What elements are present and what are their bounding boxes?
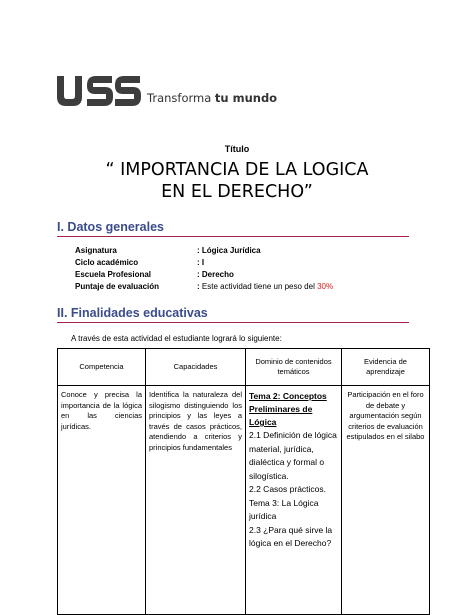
- title-label: Título: [224, 144, 250, 154]
- table-header-row: [58, 349, 430, 386]
- cell-competencia: Conoce y precisa la importancia de la lógica en las ciencias jurídicas.: [58, 386, 146, 615]
- table-row: [58, 386, 430, 615]
- content-item: 2.2 Casos prácticos.: [249, 484, 327, 494]
- content-item: Tema 3: La Lógica jurídica: [249, 497, 319, 521]
- logo-tagline: Transforma tu mundo: [147, 91, 278, 105]
- weight-percent: 30%: [317, 282, 334, 291]
- uss-logo: [57, 76, 277, 106]
- field-label-ciclo: Ciclo académico: [75, 258, 139, 267]
- field-label-escuela: Escuela Profesional: [75, 270, 152, 279]
- tema-2-title: Tema 2: Conceptos Preliminares de Lógica: [249, 391, 327, 427]
- cell-dominio: [246, 386, 342, 615]
- section-intro-text: A través de esta actividad el estudiante logrará lo siguiente:: [71, 334, 282, 343]
- field-value-puntaje: : Este actividad tiene un peso del 30%: [197, 282, 334, 291]
- field-value-escuela: : Derecho: [197, 270, 234, 279]
- title-line-2: EN EL DERECHO”: [161, 182, 313, 202]
- field-value-asignatura: : Lógica Jurídica: [197, 246, 261, 255]
- header-competencia: Competencia: [58, 349, 146, 386]
- header-capacidades: Capacidades: [146, 349, 246, 386]
- uss-wordmark-logo: [57, 76, 141, 106]
- content-item: 2.3 ¿Para qué sirve la lógica en el Derecho?: [249, 524, 333, 548]
- competencies-table: [57, 348, 430, 615]
- field-value-ciclo: : I: [197, 258, 205, 267]
- header-dominio: Dominio de contenidos temáticos: [246, 349, 342, 386]
- content-item: 2.1 Definición de lógica material, jurídica, dialéctica y formal o silogística.: [249, 430, 337, 481]
- field-label-puntaje: Puntaje de evaluación: [75, 282, 160, 291]
- title-line-1: “ IMPORTANCIA DE LA LOGICA: [105, 160, 369, 180]
- cell-evidencia: Participación en el foro de debate y argumentación según criterios de evaluación estipulados en el silabo: [342, 386, 430, 615]
- section-heading-datos-generales: I. Datos generales: [57, 220, 409, 237]
- document-title: [0, 159, 474, 203]
- field-label-asignatura: Asignatura: [75, 246, 117, 255]
- section-heading-finalidades: II. Finalidades educativas: [57, 306, 409, 323]
- header-evidencia: Evidencia de aprendizaje: [342, 349, 430, 386]
- cell-capacidades: Identifica la naturaleza del silogismo distinguiendo los principios y las leyes a través de casos prácticos, atendiendo a criterios y principios fundamentales: [146, 386, 246, 615]
